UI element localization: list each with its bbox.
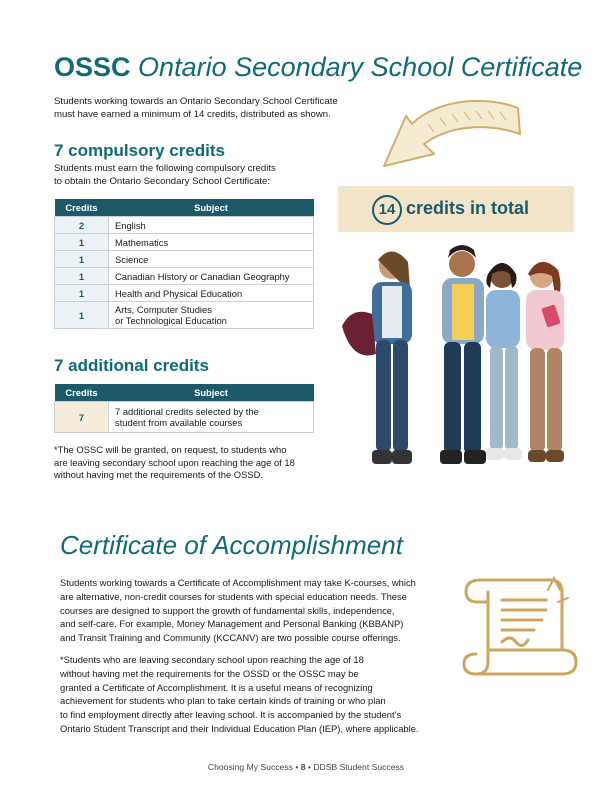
compulsory-heading: 7 compulsory credits [54,141,226,160]
curved-arrow-icon [368,94,524,182]
intro-text [54,96,384,121]
scroll-certificate-icon [440,566,586,682]
footnote-line: *The OSSC will be granted, on request, to students who [54,444,287,455]
col-credits-header: Credits [55,384,109,402]
subject-cell: Canadian History or Canadian Geography [109,268,314,285]
subject-cell [109,402,314,433]
col-credits-header: Credits [55,199,109,217]
credits-cell: 1 [55,234,109,251]
intro-line: must have earned a minimum of 14 credits, distributed as shown. [54,108,331,120]
certificate-heading: Certificate of Accomplishment [60,530,403,560]
subject-cell: English [109,217,314,234]
paragraph-line: Students working towards a Certificate of Accomplishment may take K-courses, which [60,577,416,588]
student-figure [486,263,522,460]
paragraph-line: *Students who are leaving secondary school upon reaching the age of 18 [60,654,364,665]
table-row [55,402,314,433]
footer-separator: • [307,762,311,772]
footer-right: DDSB Student Success [313,762,405,772]
paragraph-line: Ontario Student Transcript and their Individual Education Plan (IEP), where applicable. [60,722,419,734]
footnote-line: are leaving secondary school upon reaching the age of 18 [54,456,295,468]
credits-cell: 1 [55,251,109,268]
additional-table [54,384,314,433]
subject-cell: Science [109,251,314,268]
certificate-footnote-paragraph [60,653,480,736]
col-subject-header: Subject [109,384,314,402]
subject-line: Arts, Computer Studies [115,304,212,315]
compulsory-table [54,199,314,329]
subject-line: 7 additional credits selected by the [115,406,259,417]
subject-line: or Technological Education [115,315,227,326]
table-row [55,268,314,285]
footer-separator: • [295,762,299,772]
subject-cell [109,302,314,329]
subtext-line: to obtain the Ontario Secondary School Certificate: [54,175,270,187]
table-row [55,302,314,329]
credits-cell: 2 [55,217,109,234]
paragraph-line: are alternative, non-credit courses for students with special education needs. These [60,590,407,602]
paragraph-line: granted a Certificate of Accomplishment. It is a useful means of recognizing [60,681,373,693]
table-row [55,251,314,268]
footnote-line: without having met the requirements of the OSSD. [54,469,263,480]
certificate-paragraph [60,576,480,645]
paragraph-line: achievement for students who plan to take certain kinds of training or who plan [60,695,386,707]
subject-cell: Health and Physical Education [109,285,314,302]
paragraph-line: without having met the requirements for the OSSD or the OSSC may be [60,667,359,679]
credits-cell: 1 [55,285,109,302]
student-figure [440,245,486,464]
student-figure [526,262,564,462]
table-header-row [55,384,314,402]
table-row [55,217,314,234]
compulsory-subtext [54,163,354,188]
page-number: 8 [300,762,306,772]
credits-cell: 1 [55,302,109,329]
page-footer [0,762,612,772]
credits-cell: 7 [55,402,109,433]
title-abbrev: OSSC [54,52,131,82]
table-row [55,234,314,251]
subject-cell: Mathematics [109,234,314,251]
students-photo [330,244,586,494]
paragraph-line: and self-care. For example, Money Management and Personal Banking (KBBANP) [60,618,404,630]
credits-count-badge: 14 [372,195,402,225]
table-header-row [55,199,314,217]
credits-cell: 1 [55,268,109,285]
intro-line: Students working towards an Ontario Secondary School Certificate [54,96,338,107]
subtext-line: Students must earn the following compulsory credits [54,163,276,174]
paragraph-line: and Transit Training and Community (KCCANV) are two possible course offerings. [60,632,401,644]
col-subject-header: Subject [109,199,314,217]
page-title [54,52,582,83]
paragraph-line: courses are designed to support the growth of fundamental skills, independence, [60,604,395,616]
footer-left: Choosing My Success [207,762,293,772]
ossc-footnote [54,444,344,482]
paragraph-line: to find employment directly after leaving school. It is accompanied by the student’s [60,709,402,721]
table-row [55,285,314,302]
credits-banner-text: credits in total [406,198,530,218]
student-figure [342,251,412,464]
additional-heading: 7 additional credits [54,356,209,375]
title-full: Ontario Secondary School Certificate [138,52,583,82]
subject-line: student from available courses [115,417,243,428]
